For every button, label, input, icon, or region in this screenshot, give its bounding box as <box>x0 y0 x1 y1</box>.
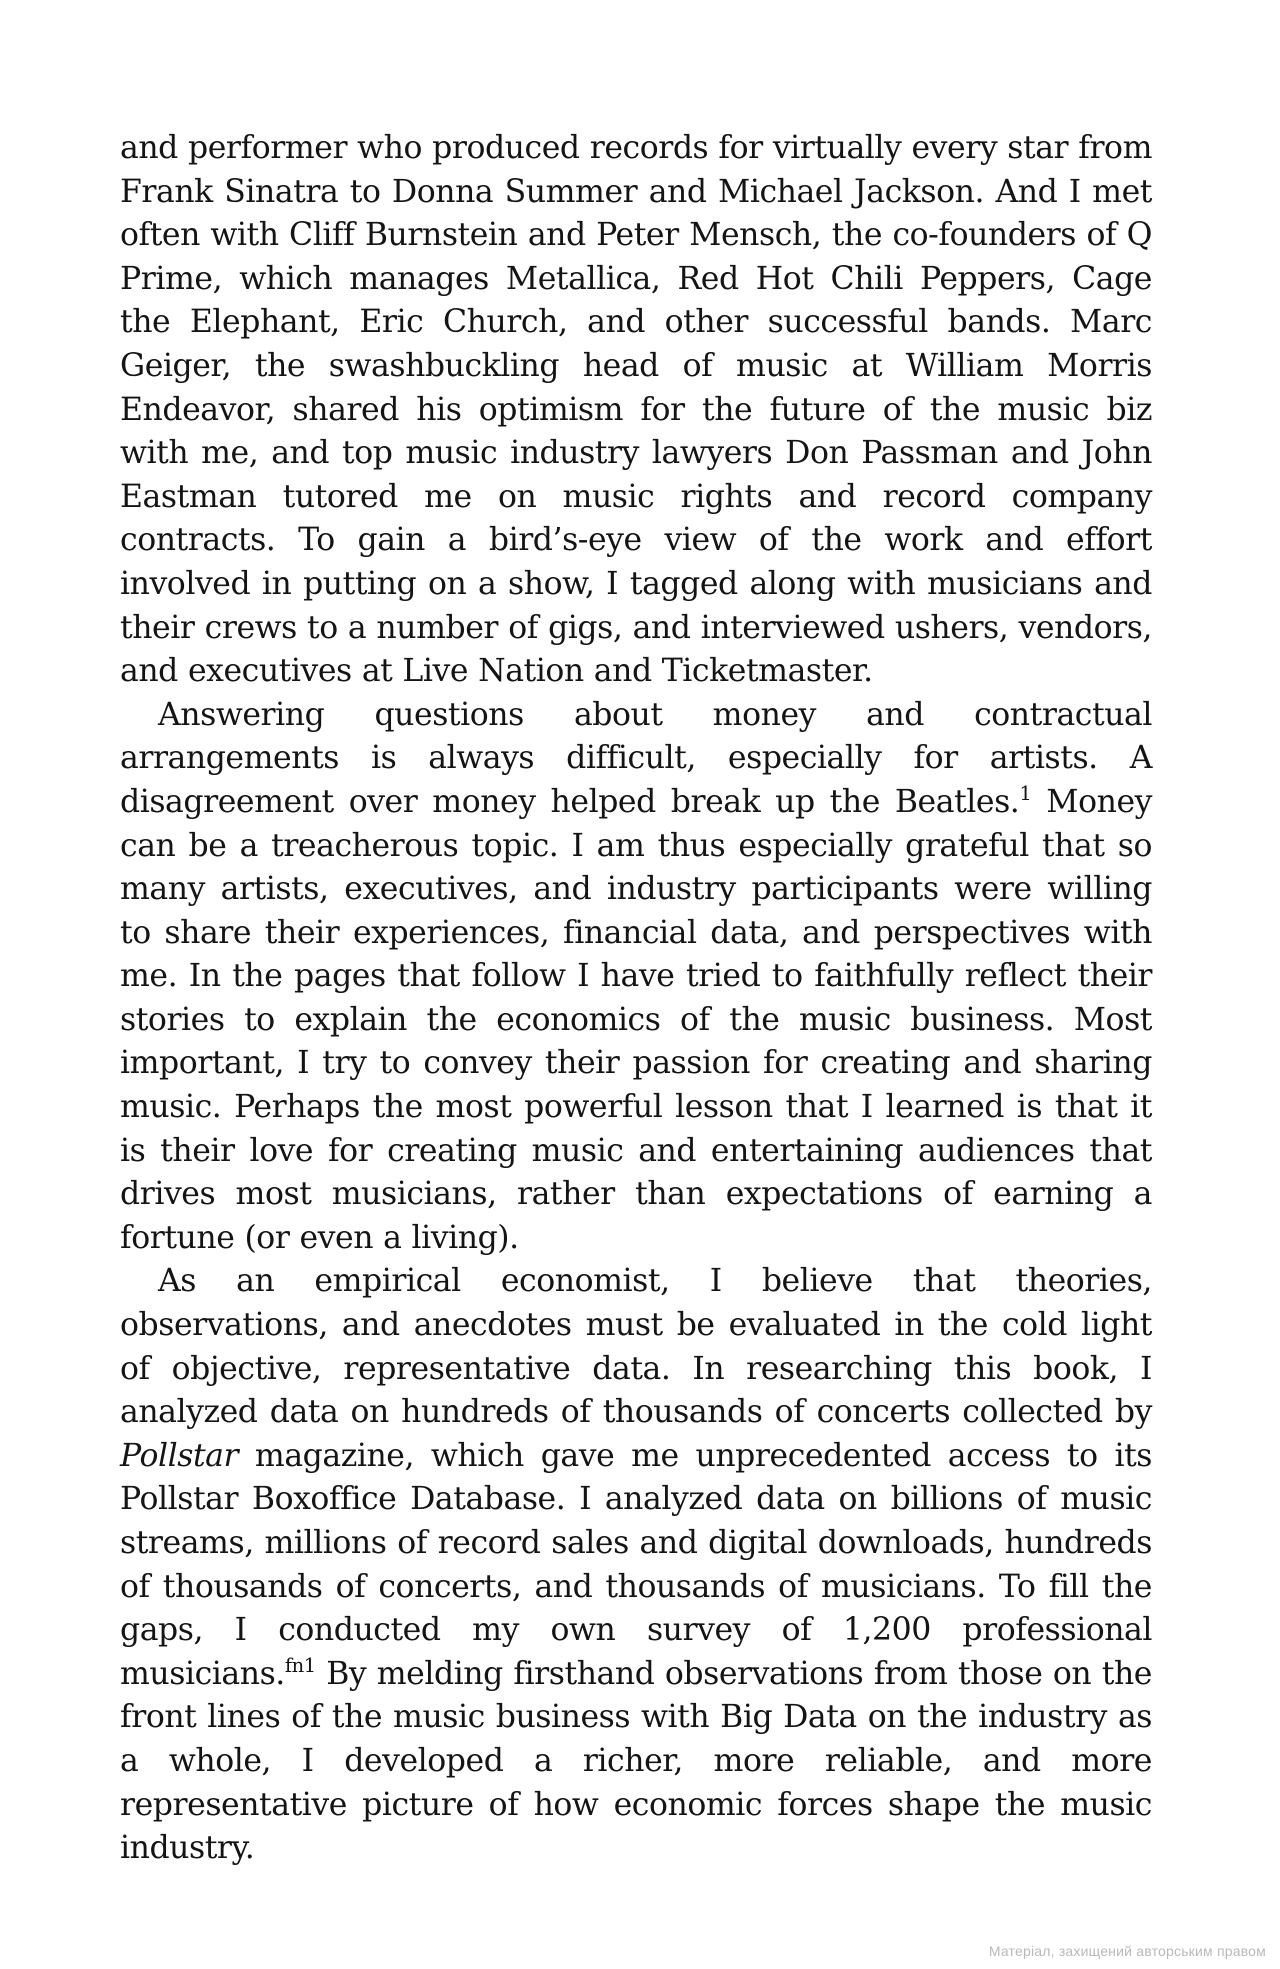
paragraph-2-text-b: Money can be a treacherous topic. I am thus especially grateful that so many artists, executives, and industry participants were willing to share their experiences, financial data, and perspectives with me. In the pages that follow I have tried to faithfully reflect their stories to explain the economics of the music business. Most important, I try to convey their passion for creating and sharing music. Perhaps the most powerful lesson that I learned is that it is their love for creating music and entertaining audiences that drives most musicians, rather than expectations of earning a fortune (or even a living). <box>120 783 1152 1256</box>
paragraph-3-text-c: By melding firsthand observations from those on the front lines of the music business with Big Data on the industry as a whole, I developed a richer, more reliable, and more representative picture of how economic forces shape the music industry. <box>120 1655 1152 1867</box>
paragraph-1 <box>120 127 1152 694</box>
body-text <box>120 127 1152 1871</box>
copyright-watermark: Матеріал, захищений авторським правом <box>988 1943 1266 1959</box>
paragraph-1-text: and performer who produced records for virtually every star from Frank Sinatra to Donna Summer and Michael Jackson. And I met often with Cliff Burnstein and Peter Mensch, the co-founders of Q Prime, which manages Metallica, Red Hot Chili Peppers, Cage the Elephant, Eric Church, and other successful bands. Marc Geiger, the swashbuckling head of music at William Morris Endeavor, shared his optimism for the future of the music biz with me, and top music industry lawyers Don Passman and John Eastman tutored me on music rights and record company contracts. To gain a bird’s-eye view of the work and effort involved in putting on a show, I tagged along with musicians and their crews to a number of gigs, and interviewed ushers, vendors, and executives at Live Nation and Ticketmaster. <box>120 130 1152 690</box>
paragraph-3 <box>120 1260 1152 1870</box>
footnote-ref-1[interactable]: 1 <box>1019 781 1032 805</box>
paragraph-3-text-b: magazine, which gave me unprecedented access to its Pollstar Boxoffice Database. I analyzed data on billions of music streams, millions of record sales and digital downloads, hundreds of thousands of concerts, and thousands of musicians. To fill the gaps, I conducted my own survey of 1,200 professional musicians. <box>120 1437 1152 1692</box>
footnote-ref-fn1[interactable]: fn1 <box>284 1653 316 1677</box>
publication-title: Pollstar <box>120 1437 239 1474</box>
paragraph-2-text-a: Answering questions about money and contractual arrangements is always difficult, especially for artists. A disagreement over money helped break up the Beatles. <box>120 696 1152 820</box>
paragraph-3-text-a: As an empirical economist, I believe that theories, observations, and anecdotes must be evaluated in the cold light of objective, representative data. In researching this book, I analyzed data on hundreds of thousands of concerts collected by <box>120 1263 1152 1431</box>
paragraph-2 <box>120 694 1152 1261</box>
